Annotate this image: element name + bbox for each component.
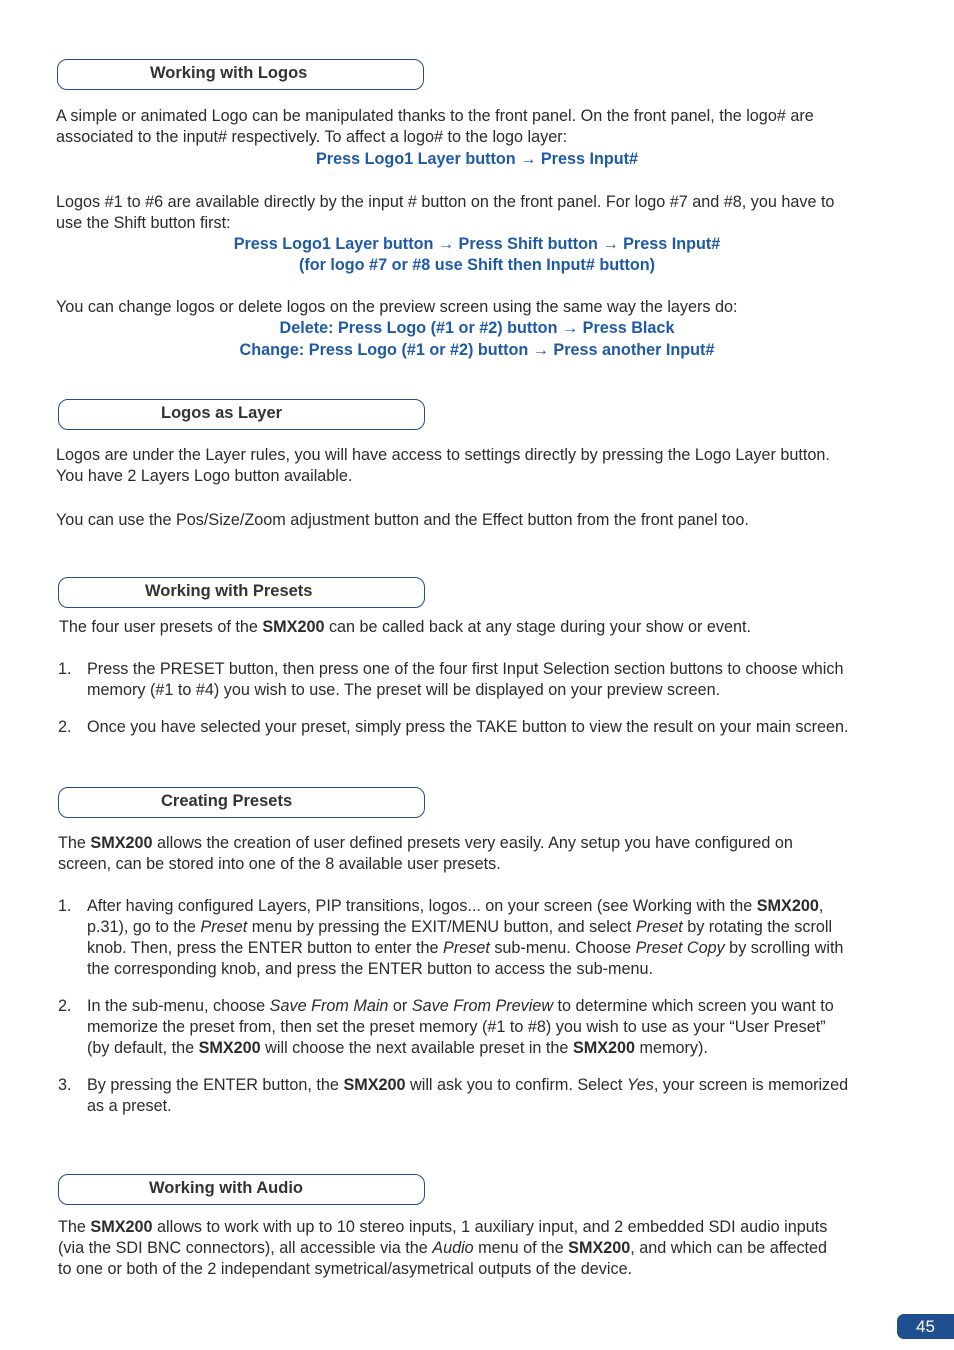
logos-instruction-2b: (for logo #7 or #8 use Shift then Input# button): [298, 256, 656, 274]
audio-paragraph: The SMX200 allows to work with up to 10 stereo inputs, 1 auxiliary input, and 2 embedded SDI audio inputs (via the SDI BNC connectors), all accessible via the Audio menu of the SMX200, and which can be affected to one or both of the 2 independant symetrical/asymetrical outputs of the device.: [58, 1218, 828, 1278]
logos-instruction-2a: Press Logo1 Layer button → Press Shift button → Press Input#: [233, 235, 721, 253]
logos-paragraph-1: A simple or animated Logo can be manipulated thanks to the front panel. On the front panel, the logo# are associated to the input# respectively. To affect a logo# to the logo layer:: [56, 107, 814, 146]
logos-layer-paragraph-2: You can use the Pos/Size/Zoom adjustment button and the Effect button from the front panel too.: [56, 511, 749, 529]
page-number: 45: [897, 1314, 954, 1339]
logos-instruction-1: Press Logo1 Layer button → Press Input#: [315, 150, 639, 168]
logos-paragraph-2: Logos #1 to #6 are available directly by the input # button on the front panel. For logo #7 and #8, you have to use the Shift button first:: [56, 193, 835, 232]
logos-layer-paragraph-1: Logos are under the Layer rules, you will have access to settings directly by pressing the Logo Layer button. You have 2 Layers Logo button available.: [56, 446, 830, 485]
logos-instruction-3a: Delete: Press Logo (#1 or #2) button → Press Black: [279, 319, 675, 337]
presets-intro: The four user presets of the SMX200 can be called back at any stage during your show or event.: [59, 618, 751, 636]
logos-instruction-3b: Change: Press Logo (#1 or #2) button → Press another Input#: [239, 341, 715, 359]
heading-logos-as-layer: Logos as Layer: [58, 399, 425, 430]
heading-working-with-presets: Working with Presets: [58, 577, 425, 608]
logos-paragraph-3: You can change logos or delete logos on the preview screen using the same way the layers do:: [56, 298, 738, 316]
heading-working-with-audio: Working with Audio: [58, 1174, 425, 1205]
heading-working-with-logos: Working with Logos: [57, 59, 424, 90]
creating-intro: The SMX200 allows the creation of user defined presets very easily. Any setup you have configured on screen, can be stored into one of the 8 available user presets.: [58, 834, 793, 873]
heading-creating-presets: Creating Presets: [58, 787, 425, 818]
